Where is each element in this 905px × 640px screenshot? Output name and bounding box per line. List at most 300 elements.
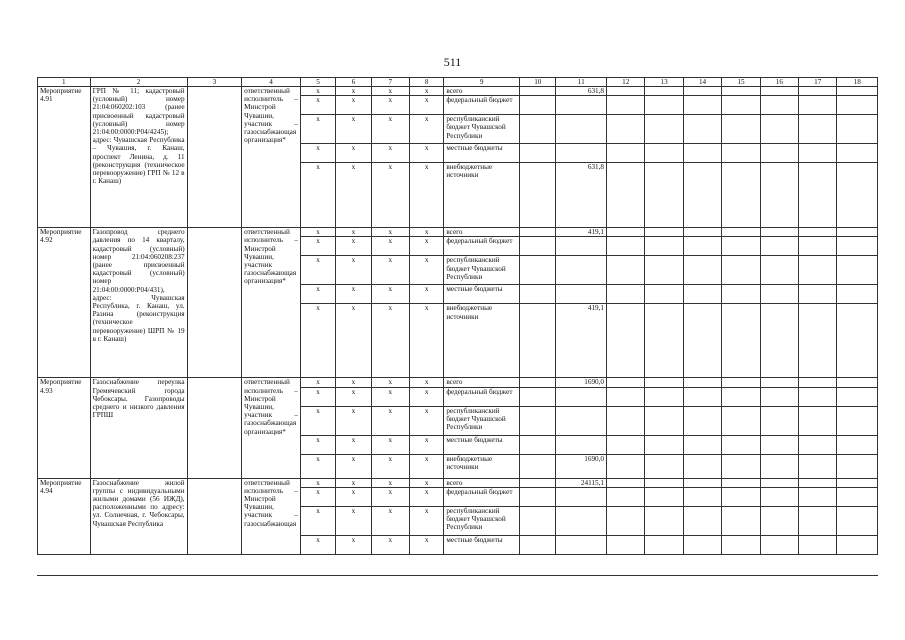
empty-cell — [607, 506, 645, 535]
measure-cell: Мероприятие 4.92 — [38, 228, 91, 378]
empty-cell — [645, 96, 683, 115]
x-mark: x — [336, 478, 371, 487]
x-mark: x — [409, 304, 443, 378]
empty-cell — [760, 228, 798, 237]
empty-cell — [760, 285, 798, 304]
amount-cell — [556, 406, 607, 435]
x-mark: x — [300, 285, 335, 304]
x-mark: x — [409, 506, 443, 535]
empty-cell — [645, 285, 683, 304]
empty-cell — [799, 487, 837, 506]
header-row — [38, 78, 878, 87]
empty-cell — [520, 163, 556, 228]
empty-cell — [645, 387, 683, 406]
empty-cell — [837, 406, 878, 435]
column-number-11: 11 — [556, 78, 607, 87]
empty-cell — [520, 237, 556, 256]
empty-cell — [837, 237, 878, 256]
funding-source: местные бюджеты — [444, 535, 520, 554]
empty-cell — [607, 256, 645, 285]
empty-cell — [683, 237, 721, 256]
x-mark: x — [371, 87, 409, 96]
empty-cell — [520, 454, 556, 478]
empty-cell — [760, 535, 798, 554]
amount-cell — [556, 487, 607, 506]
empty-cell — [722, 487, 760, 506]
column-number-17: 17 — [799, 78, 837, 87]
amount-cell — [556, 435, 607, 454]
x-mark: x — [409, 144, 443, 163]
empty-cell — [837, 435, 878, 454]
amount-cell: 419,1 — [556, 228, 607, 237]
empty-cell — [607, 115, 645, 144]
empty-cell — [799, 96, 837, 115]
x-mark: x — [300, 435, 335, 454]
empty-cell — [760, 304, 798, 378]
empty-cell — [799, 304, 837, 378]
x-mark: x — [300, 237, 335, 256]
empty-cell — [683, 454, 721, 478]
funding-source: всего — [444, 87, 520, 96]
empty-cell — [520, 378, 556, 387]
empty-cell — [760, 406, 798, 435]
empty-cell — [760, 237, 798, 256]
x-mark: x — [409, 285, 443, 304]
column-number-9: 9 — [444, 78, 520, 87]
empty-cell — [645, 256, 683, 285]
amount-cell: 631,8 — [556, 87, 607, 96]
x-mark: x — [409, 96, 443, 115]
x-mark: x — [300, 144, 335, 163]
x-mark: x — [300, 163, 335, 228]
empty-cell — [760, 454, 798, 478]
x-mark: x — [336, 237, 371, 256]
column-number-4: 4 — [242, 78, 301, 87]
empty-cell — [520, 304, 556, 378]
empty-cell — [837, 163, 878, 228]
empty-cell — [607, 144, 645, 163]
x-mark: x — [336, 163, 371, 228]
empty-cell — [683, 487, 721, 506]
x-mark: x — [300, 115, 335, 144]
object-cell: ГРП № 11; кадастровый (условный) номер 21:04:060202:103 (ранее присвоенный кадастровый (условный) номер 21:04:00:0000:Р04/4245); адрес: Чувашская Республика – Чувашия, г. Канаш, проспект Ленина, д. 11 (реконструкция (техническое перевооружение) ГРП № 12 в г. Канаш) — [90, 87, 187, 228]
x-mark: x — [336, 144, 371, 163]
empty-cell — [520, 487, 556, 506]
empty-cell — [520, 228, 556, 237]
funding-source: республиканский бюджет Чувашской Республики — [444, 115, 520, 144]
empty-cell — [607, 435, 645, 454]
empty-cell — [722, 144, 760, 163]
funding-source: республиканский бюджет Чувашской Республики — [444, 406, 520, 435]
empty-cell — [683, 378, 721, 387]
empty-cell — [722, 478, 760, 487]
object-cell: Газоснабжение жилой группы с индивидуальными жилыми домами (56 ИЖД), расположенными по адресу: ул. Солнечная, г. Чебоксары, Чувашская Республика — [90, 478, 187, 554]
bottom-rule — [37, 575, 878, 576]
empty-cell — [683, 228, 721, 237]
column-number-8: 8 — [409, 78, 443, 87]
x-mark: x — [371, 144, 409, 163]
empty-cell — [520, 387, 556, 406]
x-mark: x — [371, 304, 409, 378]
x-mark: x — [336, 96, 371, 115]
measure-cell: Мероприятие 4.94 — [38, 478, 91, 554]
empty-cell — [683, 406, 721, 435]
empty-cell — [607, 304, 645, 378]
funding-source: республиканский бюджет Чувашской Республики — [444, 506, 520, 535]
column-number-15: 15 — [722, 78, 760, 87]
empty-cell — [645, 237, 683, 256]
x-mark: x — [300, 535, 335, 554]
empty-cell — [722, 435, 760, 454]
empty-cell — [722, 454, 760, 478]
x-mark: x — [371, 454, 409, 478]
empty-cell — [837, 506, 878, 535]
empty-cell — [607, 406, 645, 435]
x-mark: x — [300, 506, 335, 535]
amount-cell — [556, 535, 607, 554]
empty-cell — [760, 387, 798, 406]
empty-cell — [187, 378, 242, 478]
empty-cell — [837, 285, 878, 304]
empty-cell — [683, 115, 721, 144]
empty-cell — [520, 478, 556, 487]
funding-source: республиканский бюджет Чувашской Республики — [444, 256, 520, 285]
empty-cell — [520, 435, 556, 454]
x-mark: x — [371, 378, 409, 387]
empty-cell — [722, 87, 760, 96]
empty-cell — [683, 163, 721, 228]
empty-cell — [520, 115, 556, 144]
empty-cell — [607, 163, 645, 228]
empty-cell — [837, 378, 878, 387]
empty-cell — [645, 435, 683, 454]
amount-cell — [556, 387, 607, 406]
x-mark: x — [336, 285, 371, 304]
empty-cell — [645, 115, 683, 144]
table-body — [38, 87, 878, 555]
x-mark: x — [409, 256, 443, 285]
x-mark: x — [409, 378, 443, 387]
empty-cell — [799, 535, 837, 554]
empty-cell — [799, 406, 837, 435]
budget-table — [37, 77, 878, 555]
empty-cell — [722, 96, 760, 115]
x-mark: x — [409, 163, 443, 228]
empty-cell — [799, 87, 837, 96]
x-mark: x — [409, 228, 443, 237]
table-row — [38, 378, 878, 387]
object-cell: Газопровод среднего давления по 14 кварталу, кадастровый (условный) номер 21:04:060208:237 (ранее присвоенный кадастровый (условный) номер 21:04:00:0000:Р04/431), адрес: Чувашская Республика, г. Канаш, ул. Разина (реконструкция (техническое перевооружение) ШРП № 19 в г. Канаш) — [90, 228, 187, 378]
empty-cell — [645, 478, 683, 487]
x-mark: x — [336, 387, 371, 406]
empty-cell — [683, 304, 721, 378]
empty-cell — [683, 535, 721, 554]
empty-cell — [187, 87, 242, 228]
empty-cell — [683, 87, 721, 96]
x-mark: x — [371, 237, 409, 256]
funding-source: внебюджетные источники — [444, 304, 520, 378]
empty-cell — [645, 406, 683, 435]
empty-cell — [799, 163, 837, 228]
empty-cell — [683, 506, 721, 535]
empty-cell — [837, 478, 878, 487]
amount-cell: 1690,0 — [556, 454, 607, 478]
empty-cell — [187, 478, 242, 554]
empty-cell — [799, 454, 837, 478]
empty-cell — [837, 535, 878, 554]
empty-cell — [799, 144, 837, 163]
funding-source: всего — [444, 378, 520, 387]
column-number-18: 18 — [837, 78, 878, 87]
column-number-3: 3 — [187, 78, 242, 87]
column-number-6: 6 — [336, 78, 371, 87]
empty-cell — [645, 487, 683, 506]
empty-cell — [722, 304, 760, 378]
executor-cell: ответственный исполнитель – Минстрой Чувашии, участник газоснабжающая организация* — [242, 228, 301, 378]
empty-cell — [837, 487, 878, 506]
empty-cell — [607, 535, 645, 554]
x-mark: x — [300, 87, 335, 96]
x-mark: x — [336, 228, 371, 237]
x-mark: x — [300, 478, 335, 487]
empty-cell — [607, 285, 645, 304]
empty-cell — [607, 237, 645, 256]
x-mark: x — [371, 478, 409, 487]
empty-cell — [837, 87, 878, 96]
funding-source: федеральный бюджет — [444, 387, 520, 406]
empty-cell — [799, 237, 837, 256]
executor-cell: ответственный исполнитель – Минстрой Чувашии, участник – газоснабжающая — [242, 478, 301, 554]
empty-cell — [645, 378, 683, 387]
measure-cell: Мероприятие 4.91 — [38, 87, 91, 228]
empty-cell — [607, 387, 645, 406]
funding-source: внебюджетные источники — [444, 163, 520, 228]
empty-cell — [837, 454, 878, 478]
x-mark: x — [409, 454, 443, 478]
empty-cell — [520, 96, 556, 115]
page-number: 511 — [443, 55, 462, 69]
x-mark: x — [371, 487, 409, 506]
empty-cell — [607, 378, 645, 387]
x-mark: x — [371, 256, 409, 285]
funding-source: местные бюджеты — [444, 435, 520, 454]
amount-cell — [556, 96, 607, 115]
empty-cell — [520, 506, 556, 535]
empty-cell — [760, 256, 798, 285]
amount-cell: 631,8 — [556, 163, 607, 228]
x-mark: x — [300, 96, 335, 115]
empty-cell — [722, 237, 760, 256]
x-mark: x — [336, 535, 371, 554]
empty-cell — [722, 285, 760, 304]
empty-cell — [520, 406, 556, 435]
x-mark: x — [409, 115, 443, 144]
x-mark: x — [409, 487, 443, 506]
x-mark: x — [336, 506, 371, 535]
x-mark: x — [336, 378, 371, 387]
column-number-16: 16 — [760, 78, 798, 87]
empty-cell — [760, 506, 798, 535]
table-row — [38, 478, 878, 487]
funding-source: местные бюджеты — [444, 144, 520, 163]
funding-source: федеральный бюджет — [444, 487, 520, 506]
empty-cell — [645, 304, 683, 378]
empty-cell — [799, 478, 837, 487]
x-mark: x — [371, 387, 409, 406]
empty-cell — [799, 115, 837, 144]
amount-cell — [556, 237, 607, 256]
empty-cell — [607, 96, 645, 115]
x-mark: x — [336, 304, 371, 378]
empty-cell — [722, 506, 760, 535]
empty-cell — [683, 478, 721, 487]
empty-cell — [837, 96, 878, 115]
empty-cell — [520, 256, 556, 285]
amount-cell — [556, 144, 607, 163]
empty-cell — [799, 378, 837, 387]
funding-source: всего — [444, 478, 520, 487]
empty-cell — [837, 228, 878, 237]
x-mark: x — [336, 454, 371, 478]
empty-cell — [799, 228, 837, 237]
x-mark: x — [300, 228, 335, 237]
empty-cell — [607, 87, 645, 96]
x-mark: x — [300, 487, 335, 506]
empty-cell — [760, 378, 798, 387]
empty-cell — [799, 256, 837, 285]
empty-cell — [607, 487, 645, 506]
empty-cell — [837, 304, 878, 378]
executor-cell: ответственный исполнитель – Минстрой Чувашии, участник – газоснабжающая организация* — [242, 87, 301, 228]
empty-cell — [520, 285, 556, 304]
empty-cell — [520, 87, 556, 96]
x-mark: x — [300, 387, 335, 406]
x-mark: x — [409, 406, 443, 435]
empty-cell — [799, 285, 837, 304]
empty-cell — [645, 506, 683, 535]
x-mark: x — [336, 487, 371, 506]
empty-cell — [683, 144, 721, 163]
executor-cell: ответственный исполнитель – Минстрой Чувашии, участник – газоснабжающая организация* — [242, 378, 301, 478]
empty-cell — [799, 387, 837, 406]
empty-cell — [645, 144, 683, 163]
amount-cell — [556, 115, 607, 144]
empty-cell — [607, 228, 645, 237]
empty-cell — [520, 144, 556, 163]
empty-cell — [607, 454, 645, 478]
column-number-14: 14 — [683, 78, 721, 87]
x-mark: x — [336, 87, 371, 96]
table-header — [38, 78, 878, 87]
funding-source: всего — [444, 228, 520, 237]
empty-cell — [683, 387, 721, 406]
x-mark: x — [409, 87, 443, 96]
empty-cell — [722, 387, 760, 406]
empty-cell — [645, 535, 683, 554]
empty-cell — [683, 256, 721, 285]
column-number-7: 7 — [371, 78, 409, 87]
empty-cell — [722, 228, 760, 237]
empty-cell — [683, 96, 721, 115]
empty-cell — [520, 535, 556, 554]
empty-cell — [760, 96, 798, 115]
empty-cell — [722, 256, 760, 285]
empty-cell — [722, 163, 760, 228]
x-mark: x — [300, 454, 335, 478]
funding-source: федеральный бюджет — [444, 96, 520, 115]
empty-cell — [799, 506, 837, 535]
column-number-1: 1 — [38, 78, 91, 87]
empty-cell — [645, 454, 683, 478]
amount-cell — [556, 506, 607, 535]
x-mark: x — [371, 435, 409, 454]
empty-cell — [760, 478, 798, 487]
empty-cell — [760, 487, 798, 506]
table-row — [38, 87, 878, 96]
funding-source: федеральный бюджет — [444, 237, 520, 256]
x-mark: x — [371, 115, 409, 144]
x-mark: x — [300, 304, 335, 378]
object-cell: Газоснабжение переулка Гремячевский города Чебоксары. Газопроводы среднего и низкого давления ГРПШ — [90, 378, 187, 478]
x-mark: x — [371, 163, 409, 228]
measure-cell: Мероприятие 4.93 — [38, 378, 91, 478]
empty-cell — [837, 144, 878, 163]
x-mark: x — [336, 406, 371, 435]
column-number-10: 10 — [520, 78, 556, 87]
x-mark: x — [300, 256, 335, 285]
x-mark: x — [371, 535, 409, 554]
x-mark: x — [371, 228, 409, 237]
empty-cell — [760, 115, 798, 144]
empty-cell — [722, 535, 760, 554]
x-mark: x — [371, 406, 409, 435]
empty-cell — [837, 387, 878, 406]
empty-cell — [760, 163, 798, 228]
empty-cell — [607, 478, 645, 487]
amount-cell — [556, 285, 607, 304]
amount-cell: 419,1 — [556, 304, 607, 378]
amount-cell: 24115,1 — [556, 478, 607, 487]
empty-cell — [645, 87, 683, 96]
x-mark: x — [336, 256, 371, 285]
column-number-5: 5 — [300, 78, 335, 87]
amount-cell — [556, 256, 607, 285]
empty-cell — [837, 256, 878, 285]
x-mark: x — [409, 478, 443, 487]
empty-cell — [645, 163, 683, 228]
empty-cell — [722, 378, 760, 387]
x-mark: x — [371, 506, 409, 535]
empty-cell — [837, 115, 878, 144]
table-row — [38, 228, 878, 237]
x-mark: x — [336, 435, 371, 454]
empty-cell — [683, 435, 721, 454]
x-mark: x — [300, 378, 335, 387]
amount-cell: 1690,0 — [556, 378, 607, 387]
x-mark: x — [409, 535, 443, 554]
funding-source: местные бюджеты — [444, 285, 520, 304]
empty-cell — [722, 406, 760, 435]
x-mark: x — [371, 96, 409, 115]
empty-cell — [799, 435, 837, 454]
empty-cell — [760, 144, 798, 163]
empty-cell — [760, 435, 798, 454]
empty-cell — [722, 115, 760, 144]
column-number-12: 12 — [607, 78, 645, 87]
x-mark: x — [336, 115, 371, 144]
funding-source: внебюджетные источники — [444, 454, 520, 478]
empty-cell — [683, 285, 721, 304]
